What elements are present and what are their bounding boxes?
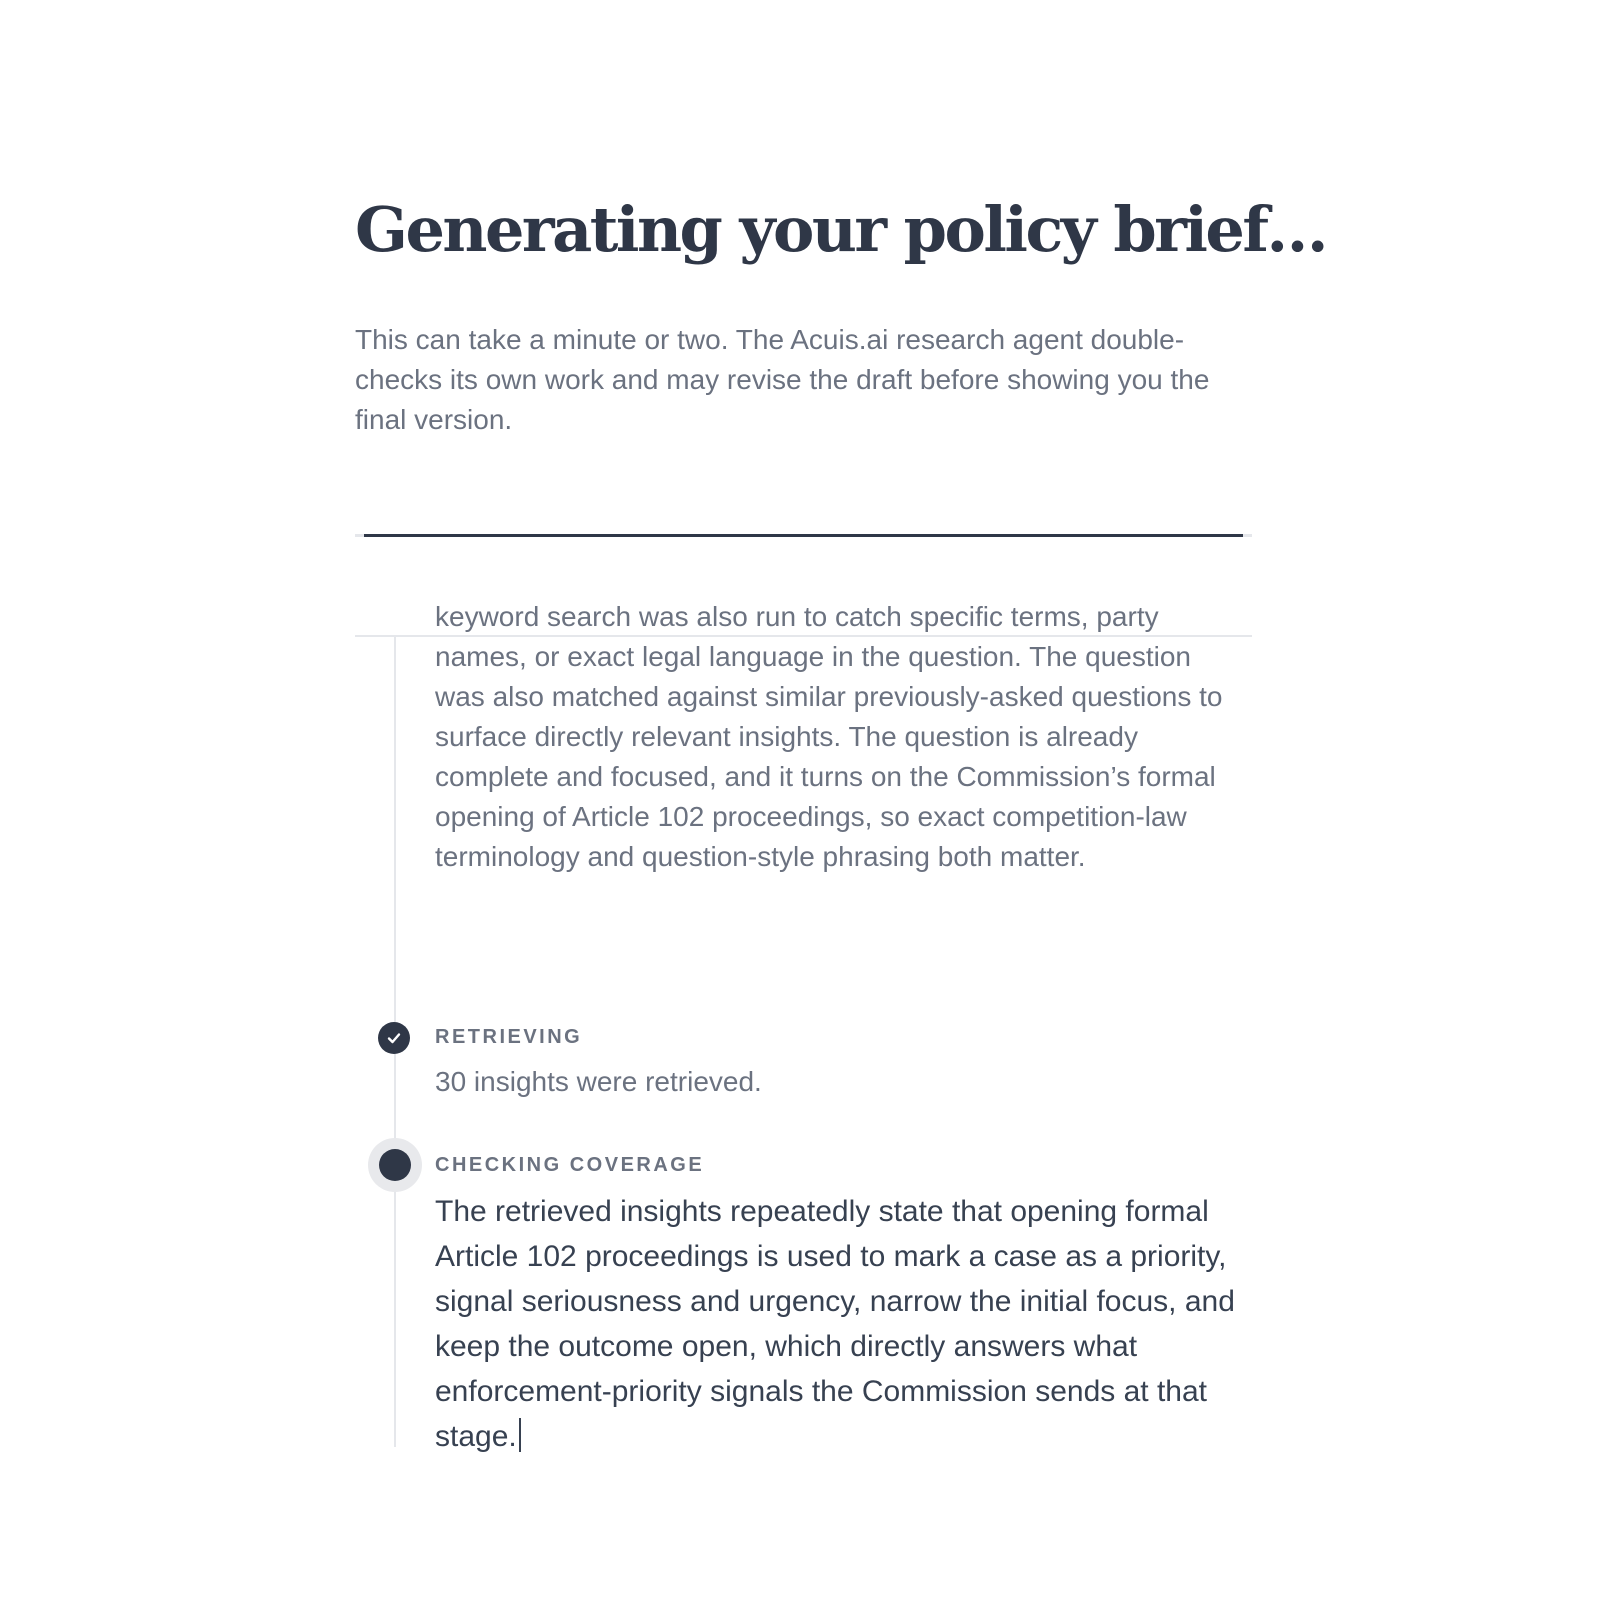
typing-cursor <box>519 1418 521 1452</box>
step-label-checking-coverage: CHECKING COVERAGE <box>435 1154 705 1176</box>
check-icon <box>386 1030 402 1046</box>
progress-log[interactable] <box>355 601 1252 1453</box>
page-subtitle: This can take a minute or two. The Acuis.ai research agent double-checks its own work and may revise the draft before showing you the final version. <box>355 324 1210 435</box>
progress-bar <box>355 534 1252 537</box>
page-title: Generating your policy brief… <box>355 193 1327 266</box>
progress-bar-fill <box>364 534 1243 537</box>
step-detail-text: 30 insights were retrieved. <box>435 1066 762 1097</box>
step-detail-text: keyword search was also run to catch specific terms, party names, or exact legal language in the question. The question was also matched against similar previously-asked questions to surface directly relevant insights. The question is already complete and focused, and it turns on the Commission’s formal opening of Article 102 proceedings, so exact competition-law terminology and question-style phrasing both matter. <box>435 601 1223 872</box>
step-streaming-text <box>435 1189 1235 1459</box>
step-active-indicator <box>368 1138 422 1192</box>
step-complete-indicator <box>378 1022 410 1054</box>
streaming-text-content: The retrieved insights repeatedly state that opening formal Article 102 proceedings is used to mark a case as a priority, signal seriousness and urgency, narrow the initial focus, and keep the outcome open, which directly answers what enforcement-priority signals the Commission sends at that stage. <box>435 1195 1235 1453</box>
active-dot-icon <box>379 1149 411 1181</box>
step-label-retrieving: RETRIEVING <box>435 1026 583 1048</box>
